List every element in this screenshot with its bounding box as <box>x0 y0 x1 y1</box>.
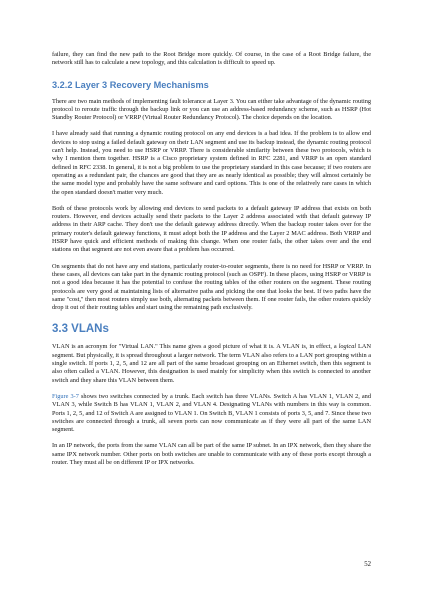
section-heading-3-3: 3.3 VLANs <box>52 323 109 336</box>
intro-paragraph: failure, they can find the new path to the Root Bridge more quickly. Of course, in the case of a Root Bridge failure, the network still has to calculate a new topology, and this calculation is difficult to speed up. <box>52 51 371 67</box>
figure-3-7-link[interactable]: Figure 3-7 <box>52 392 79 400</box>
paragraph-vlan-figure: Figure 3-7 shows two switches connected by a trunk. Each switch has three VLANs. Switch A has VLAN 1, VLAN 2, and VLAN 3, while Switch B has VLAN 1, VLAN 2, and VLAN 4. Designating VLANs with numbers in this way is common. Ports 1, 2, 5, and 12 of Switch A are assigned to VLAN 1. On Switch B, VLAN 1 consists of ports 3, 5, and 7. Since these two switches are connected through a trunk, all seven ports can now communicate as if they were all part of the same LAN segment. <box>52 392 371 434</box>
paragraph-vlan-ip: In an IP network, the ports from the same VLAN can all be part of the same IP subnet. In an IPX network, then they share the same IPX network number. Other ports on both switches are unable to communicate with any of these ports except through a router. They must all be on different IP or IPX networks. <box>52 442 371 466</box>
page-number: 52 <box>364 561 371 568</box>
paragraph-default-gateway: Both of these protocols work by allowing end devices to send packets to a default gateway IP address that exists on both routers. However, end devices actually send their packets to the Layer 2 address associated with that default gateway IP address in their ARP cache. They don't use the default gateway address directly. When the backup router takes over for the primary router's default gateway functions, it must adopt both the IP address and the Layer 2 MAC address. Both VRRP and HSRP have quick and efficient methods of making this change. When one router fails, the other takes over and the end stations on that segment are not even aware that a problem has occurred. <box>52 204 371 254</box>
paragraph-vlan-definition: VLAN is an acronym for "Virtual LAN." This name gives a good picture of what it is. A VLAN is, in effect, a logical LAN segment. But physically, it is spread throughout a larger network. The term VLAN also refers to a LAN port grouping within a single switch. If ports 1, 2, 5, and 12 are all part of the same broadcast grouping on an Ethernet switch, then this segment is also often called a VLAN. However, this designation is used mainly for simplicity when this switch is connected to another switch and they share this VLAN between them. <box>52 343 371 384</box>
paragraph-router-segments: On segments that do not have any end stations, particularly router-to-router segments, there is no need for HSRP or VRRP. In these cases, all devices can take part in the dynamic routing protocol (such as OSPF). In these places, using HSRP or VRRP is not a good idea because it has the potential to confuse the routing tables of the other routers on the segment. These routing protocols are very good at maintaining lists of alternative paths and picking the one that looks the best. If two paths have the same "cost," then most routers simply use both, alternating packets between them. If one router fails, the other routers quickly drop it out of their routing tables and start using the remaining path exclusively. <box>52 262 371 312</box>
emphasis-logical: logical <box>338 343 357 351</box>
paragraph-hsrp-vrrp: I have already said that running a dynamic routing protocol on any end devices is a bad idea. If the problem is to allow end devices to stop using a failed default gateway on their LAN segment and use its backup instead, the dynamic routing protocol can't help. Instead, you need to use HSRP or VRRP. There is considerable similarity between these two protocols, which is why I mention them together. HSRP is a Cisco proprietary system defined in RFC 2281, and VRRP is an open standard defined in RFC 2338. In general, it is not a big problem to use the proprietary standard in this case because; if two routers are operating as a redundant pair, the chances are good that they are as nearly identical as possible; they will almost certainly be the same model type and probably have the same software and card options. This is one of the relatively rare cases in which the open standard doesn't matter very much. <box>52 130 371 196</box>
section-heading-3-2-2: 3.2.2 Layer 3 Recovery Mechanisms <box>52 79 209 90</box>
paragraph-layer3-methods: There are two main methods of implementing fault tolerance at Layer 3. You can either take advantage of the dynamic routing protocol to reroute traffic through the backup link or you can use an address-based redundancy scheme, such as HSRP (Hot Standby Router Protocol) or VRRP (Virtual Router Redundancy Protocol). The choice depends on the location. <box>52 97 371 122</box>
